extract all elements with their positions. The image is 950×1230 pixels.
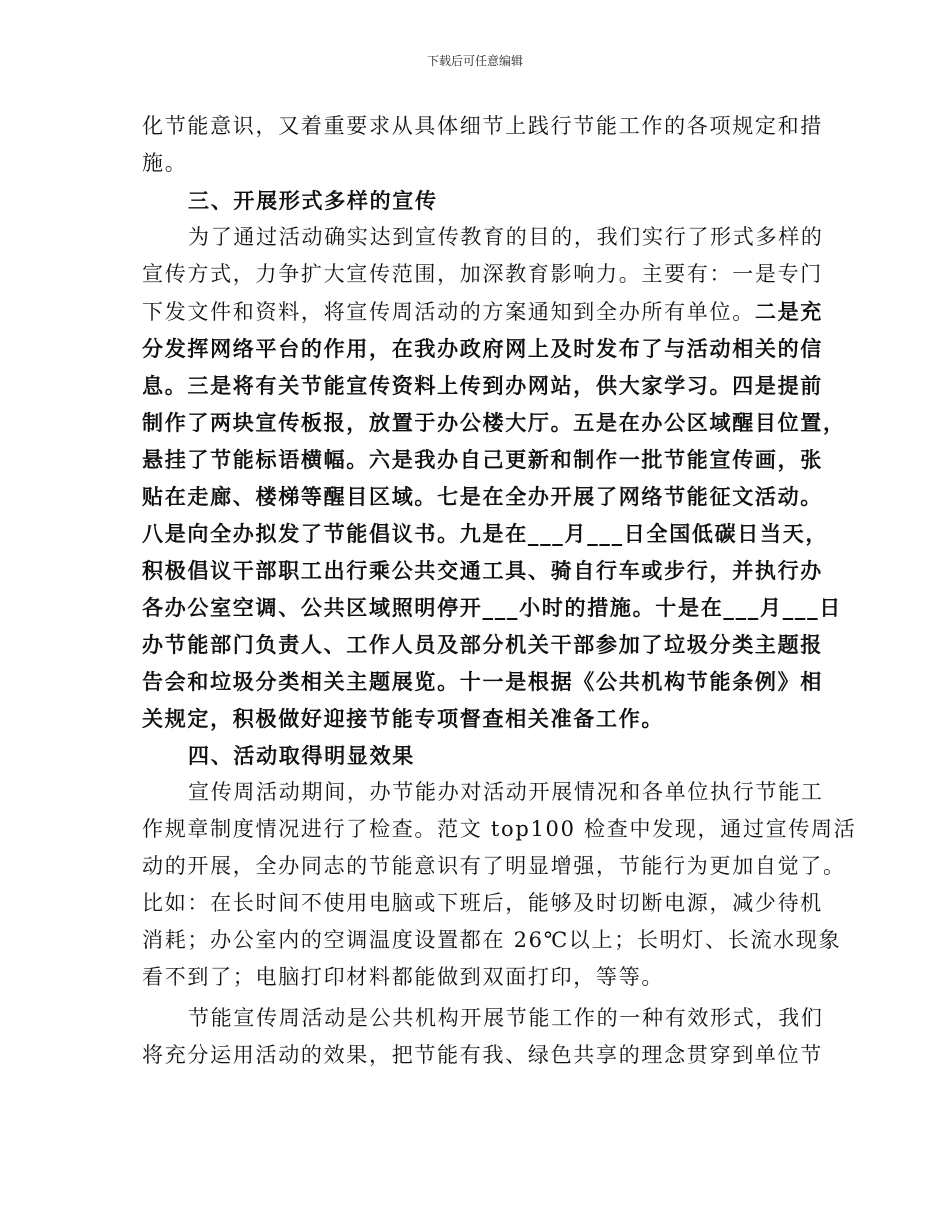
text-run-bold: 二是充: [754, 299, 824, 324]
text-line: 四、活动取得明显效果: [188, 743, 415, 768]
text-line: 比如：在长时间不使用电脑或下班后，能够及时切断电源，减少待机: [142, 891, 823, 915]
text-line: 三、开展形式多样的宣传: [188, 188, 438, 213]
text-line: 积极倡议干部职工出行乘公共交通工具、骑自行车或步行，并执行办: [142, 558, 823, 583]
text-line: 为了通过活动确实达到宣传教育的目的，我们实行了形式多样的: [188, 225, 824, 249]
text-line: 悬挂了节能标语横幅。六是我办自己更新和制作一批节能宣传画，张: [142, 447, 823, 472]
text-line: 息。三是将有关节能宣传资料上传到办网站，供大家学习。四是提前: [142, 373, 823, 398]
text-line: 消耗；办公室内的空调温度设置都在 26℃以上；长明灯、长流水现象: [142, 928, 842, 952]
text-line: 宣传周活动期间，办节能办对活动开展情况和各单位执行节能工: [188, 780, 824, 804]
text-line: 贴在走廊、楼梯等醒目区域。七是在全办开展了网络节能征文活动。: [142, 484, 823, 509]
text-line: 动的开展，全办同志的节能意识有了明显增强，节能行为更加自觉了。: [142, 854, 846, 878]
text-line: 分发挥网络平台的作用，在我办政府网上及时发布了与活动相关的信: [142, 336, 823, 361]
text-line: 关规定，积极做好迎接节能专项督查相关准备工作。: [142, 706, 665, 731]
text-line: 制作了两块宣传板报，放置于办公楼大厅。五是在办公区域醒目位置，: [142, 410, 846, 435]
text-line: 办节能部门负责人、工作人员及部分机关干部参加了垃圾分类主题报: [142, 632, 823, 657]
text-line: 告会和垃圾分类相关主题展览。十一是根据《公共机构节能条例》相: [142, 669, 823, 694]
text-line: [142, 293, 822, 330]
text-line: 施。: [142, 151, 188, 175]
page-header: 下载后可任意编辑: [426, 54, 523, 68]
document-body: [142, 108, 857, 1074]
text-run: 下发文件和资料，将宣传周活动的方案通知到全办所有单位。: [142, 300, 755, 324]
text-line: 看不到了；电脑打印材料都能做到双面打印，等等。: [142, 965, 665, 989]
text-line: 宣传方式，力争扩大宣传范围，加深教育影响力。主要有：一是专门: [142, 262, 823, 286]
text-line: 化节能意识，又着重要求从具体细节上践行节能工作的各项规定和措: [142, 114, 823, 138]
text-line: 作规章制度情况进行了检查。范文 top100 检查中发现，通过宣传周活: [142, 817, 857, 841]
text-line: 将充分运用活动的效果，把节能有我、绿色共享的理念贯穿到单位节: [142, 1043, 823, 1067]
text-line: 节能宣传周活动是公共机构开展节能工作的一种有效形式，我们: [188, 1006, 824, 1030]
text-line: 各办公室空调、公共区域照明停开___小时的措施。十是在___月___日: [142, 595, 842, 620]
text-line: 八是向全办拟发了节能倡议书。九是在___月___日全国低碳日当天，: [142, 521, 829, 546]
